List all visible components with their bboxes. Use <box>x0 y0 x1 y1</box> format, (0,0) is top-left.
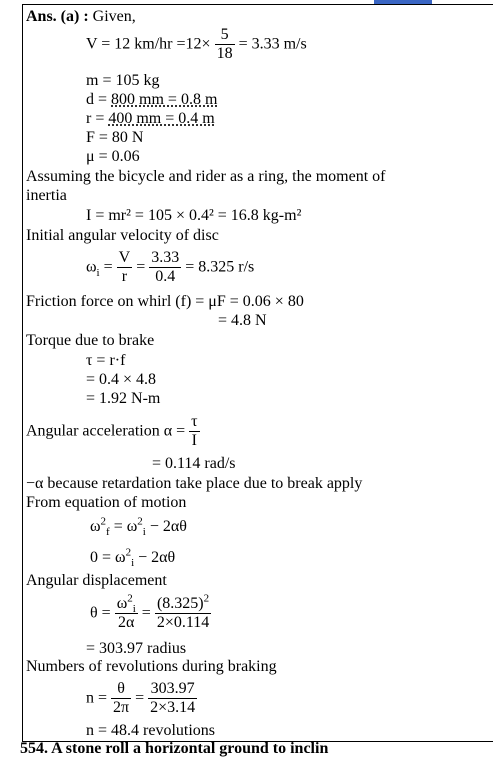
n-fraction-2 <box>148 680 197 718</box>
angular-acceleration-lhs: Angular acceleration α = <box>26 422 190 440</box>
theta-den-2: 2×0.114 <box>156 614 210 632</box>
angular-acceleration-den: I <box>189 431 199 450</box>
n-den-2: 2×3.14 <box>150 699 196 717</box>
eq1-sub: f <box>106 526 110 539</box>
inertia-equation: I = mr² = 105 × 0.4² = 16.8 kg-m² <box>86 207 302 224</box>
omega-den-2: 0.4 <box>149 267 181 286</box>
diameter-line <box>86 91 217 109</box>
n-den-1: 2π <box>113 699 130 717</box>
omega-symbol: ω <box>86 258 97 276</box>
omega-num-2: 3.33 <box>151 249 180 266</box>
n-eq: = <box>131 689 149 707</box>
equation-of-motion-title: From equation of motion <box>26 494 187 511</box>
friction-line: Friction force on whirl (f) = μF = 0.06 × 80 <box>26 293 304 310</box>
torque-line-3: = 1.92 N-m <box>86 390 161 407</box>
omega-eq2: = <box>132 258 150 276</box>
theta-fraction-1 <box>115 592 138 633</box>
motion-equation-2 <box>90 546 176 570</box>
omega-eq1: = <box>99 258 117 276</box>
theta-num-2-sup: 2 <box>203 592 210 605</box>
torque-title: Torque due to brake <box>26 332 155 349</box>
eq1-rest: = ω <box>109 518 138 535</box>
theta-fraction-2 <box>155 592 211 633</box>
mass-line: m = 105 kg <box>86 72 160 89</box>
assuming-line-1: Assuming the bicycle and rider as a ring, the moment of <box>26 168 386 185</box>
revolutions-value: n = 48.4 revolutions <box>86 722 216 739</box>
angular-acceleration-fraction <box>189 413 199 451</box>
revolutions-title: Numbers of revolutions during braking <box>26 658 277 675</box>
force-line: F = 80 N <box>86 129 144 146</box>
given-word: Given, <box>92 8 136 25</box>
eq1-omega: ω <box>90 518 101 535</box>
theta-equation <box>90 592 211 633</box>
eq2-tail: − 2αθ <box>134 549 176 566</box>
torque-line-1: τ = r·f <box>86 352 126 369</box>
eq1-sub2: i <box>142 526 146 539</box>
velocity-equation <box>86 26 307 64</box>
omega-result: = 8.325 r/s <box>181 258 255 276</box>
diameter-value: 800 mm = 0.8 m <box>111 91 218 108</box>
n-num-2: 303.97 <box>150 680 195 697</box>
mu-line: μ = 0.06 <box>86 148 140 165</box>
theta-num-1: ω <box>116 595 128 612</box>
radius-lhs: r = <box>86 110 109 127</box>
revolutions-equation <box>86 680 197 718</box>
theta-value: = 303.97 radius <box>86 640 187 657</box>
motion-equation-1 <box>90 515 187 539</box>
omega-fraction-2 <box>149 249 181 287</box>
answer-label: Ans. (a) : <box>26 8 89 25</box>
omega-fraction-1 <box>117 249 133 287</box>
eq2-sup: 2 <box>125 546 132 559</box>
angular-acceleration-value: = 0.114 rad/s <box>152 455 236 472</box>
eq2-head: 0 = ω <box>90 549 126 566</box>
omega-equation <box>86 249 254 287</box>
n-fraction-1 <box>111 680 131 718</box>
n-num-1: θ <box>117 680 125 697</box>
radius-value: 400 mm = 0.4 m <box>108 110 215 127</box>
assuming-line-2: inertia <box>26 187 67 204</box>
theta-lhs: θ = <box>90 604 115 622</box>
alpha-note: −α because retardation take place due to break apply <box>26 475 363 492</box>
next-question-footer: 554. A stone roll a horizontal ground to inclin <box>20 740 329 757</box>
theta-num-1-sup: 2 <box>127 592 133 605</box>
angular-acceleration-equation <box>26 413 200 451</box>
omega-num-1: V <box>118 249 131 266</box>
omega-subscript: i <box>96 266 100 279</box>
eq1-sup2: 2 <box>137 515 143 528</box>
torque-line-2: = 0.4 × 4.8 <box>86 371 157 388</box>
theta-num-1-wrap <box>115 592 138 616</box>
eq1-sup: 2 <box>100 515 107 528</box>
friction-result: = 4.8 N <box>218 312 267 329</box>
radius-line <box>86 110 215 128</box>
theta-num-1-sub: i <box>132 603 136 616</box>
velocity-numerator: 5 <box>220 26 229 43</box>
eq2-sub: i <box>131 557 135 570</box>
velocity-rhs: = 3.33 m/s <box>238 35 307 53</box>
theta-num-2: (8.325) <box>156 595 204 612</box>
angular-displacement-title: Angular displacement <box>26 572 167 589</box>
velocity-denominator: 18 <box>216 45 233 63</box>
theta-num-2-wrap <box>155 592 211 613</box>
velocity-lhs: V = 12 km/hr =12× <box>86 35 211 53</box>
answer-header <box>26 8 136 26</box>
velocity-fraction <box>215 26 235 64</box>
theta-eq: = <box>137 604 155 622</box>
angular-acceleration-num: τ <box>191 413 198 430</box>
theta-den-1: 2α <box>115 613 138 632</box>
eq1-tail: − 2αθ <box>145 518 187 535</box>
diameter-lhs: d = <box>86 91 112 108</box>
n-lhs: n = <box>86 689 112 707</box>
initial-angular-title: Initial angular velocity of disc <box>26 227 219 244</box>
omega-den-1: r <box>117 267 133 286</box>
